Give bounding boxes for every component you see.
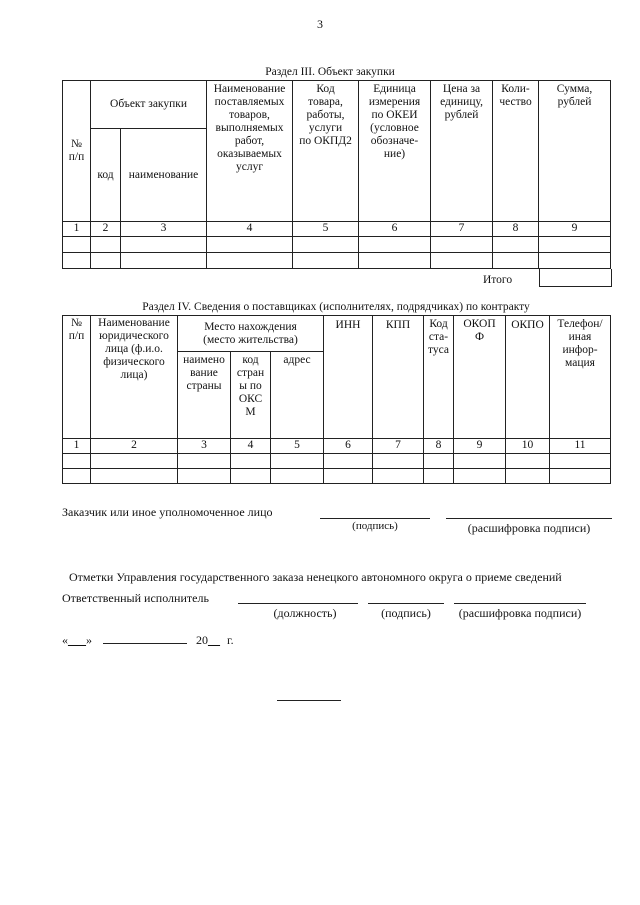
date-year-suffix: г. <box>227 633 234 647</box>
s4-col-number: 3 <box>178 439 231 454</box>
s4-header-okopf: ОКОП Ф <box>454 316 506 439</box>
executor-position-line[interactable] <box>238 603 358 604</box>
executor-position-caption: (должность) <box>273 606 337 620</box>
date-close-quote: » <box>86 633 92 647</box>
s4-header-status: Код ста- туса <box>424 316 454 439</box>
s3-col-number: 8 <box>493 222 539 237</box>
s3-col-number: 3 <box>121 222 207 237</box>
s4-col-numbers-row <box>63 439 611 454</box>
s3-header-name: наименование <box>121 129 207 222</box>
s3-header-qty: Коли- чество <box>493 81 539 222</box>
s3-header-okei: Единица измерения по ОКЕИ (условное обозначе- ние) <box>359 81 431 222</box>
marks-title: Отметки Управления государственного заказа ненецкого автономного округа о приеме сведений <box>69 570 562 584</box>
s3-col-numbers-row <box>63 222 611 237</box>
table-row <box>63 237 611 253</box>
s4-header-country-code: код стран ы по ОКС М <box>231 352 271 439</box>
date-year-prefix: 20 <box>196 633 208 647</box>
date-year-field[interactable]: __ <box>208 633 220 647</box>
s3-header-num: № п/п <box>63 81 91 222</box>
s3-col-number: 6 <box>359 222 431 237</box>
s4-col-number: 9 <box>454 439 506 454</box>
date-month-field[interactable] <box>103 633 187 644</box>
customer-decode-line[interactable] <box>446 518 612 519</box>
date-line <box>62 633 234 648</box>
s3-col-number: 7 <box>431 222 493 237</box>
s4-header-phone: Телефон/ иная инфор- мация <box>550 316 611 439</box>
total-label: Итого <box>483 274 513 286</box>
s4-header-okpo: ОКПО <box>506 316 550 439</box>
customer-decode-caption: (расшифровка подписи) <box>467 521 591 535</box>
s4-col-number: 2 <box>91 439 178 454</box>
date-day-field[interactable]: ___ <box>68 633 86 647</box>
total-value-cell <box>539 269 612 287</box>
s4-col-number: 6 <box>324 439 373 454</box>
section4-table <box>62 315 611 484</box>
s4-col-number: 7 <box>373 439 424 454</box>
s3-header-goods: Наименование поставляемых товаров, выполняемых работ, оказываемых услуг <box>207 81 293 222</box>
s4-header-location: Место нахождения (место жительства) <box>178 316 324 352</box>
s4-col-number: 5 <box>271 439 324 454</box>
customer-signature-line[interactable] <box>320 518 430 519</box>
s4-header-country-name: наимено вание страны <box>178 352 231 439</box>
s4-header-address: адрес <box>271 352 324 439</box>
s4-col-number: 4 <box>231 439 271 454</box>
table-row <box>63 469 611 484</box>
s3-header-okpd: Код товара, работы, услуги по ОКПД2 <box>293 81 359 222</box>
date-open-quote: « <box>62 633 68 647</box>
section3-table <box>62 80 611 269</box>
s4-header-name: Наименование юридического лица (ф.и.о. физического лица) <box>91 316 178 439</box>
executor-label: Ответственный исполнитель <box>62 591 209 605</box>
executor-signature-line[interactable] <box>368 603 444 604</box>
s4-header-num: № п/п <box>63 316 91 439</box>
s3-header-price: Цена за единицу, рублей <box>431 81 493 222</box>
s3-col-number: 2 <box>91 222 121 237</box>
s3-header-object: Объект закупки <box>91 81 207 129</box>
s3-col-number: 9 <box>539 222 611 237</box>
s3-col-number: 1 <box>63 222 91 237</box>
s4-header-kpp: КПП <box>373 316 424 439</box>
s3-header-sum: Сумма, рублей <box>539 81 611 222</box>
s4-col-number: 1 <box>63 439 91 454</box>
s4-header-inn: ИНН <box>324 316 373 439</box>
executor-decode-caption: (расшифровка подписи) <box>458 606 582 620</box>
section4-title: Раздел IV. Сведения о поставщиках (исполнителях, подрядчиках) по контракту <box>142 301 530 313</box>
s3-col-number: 4 <box>207 222 293 237</box>
table-row <box>63 454 611 469</box>
s3-header-code: код <box>91 129 121 222</box>
customer-label: Заказчик или иное уполномоченное лицо <box>62 505 273 519</box>
s4-col-number: 10 <box>506 439 550 454</box>
s3-col-number: 5 <box>293 222 359 237</box>
executor-decode-line[interactable] <box>454 603 586 604</box>
customer-signature-caption: (подпись) <box>352 520 398 532</box>
executor-signature-caption: (подпись) <box>381 606 431 620</box>
page-number: 3 <box>317 17 323 31</box>
section3-title: Раздел III. Объект закупки <box>265 66 395 78</box>
closing-separator <box>277 700 341 701</box>
table-row <box>63 253 611 269</box>
s4-col-number: 11 <box>550 439 611 454</box>
s4-col-number: 8 <box>424 439 454 454</box>
